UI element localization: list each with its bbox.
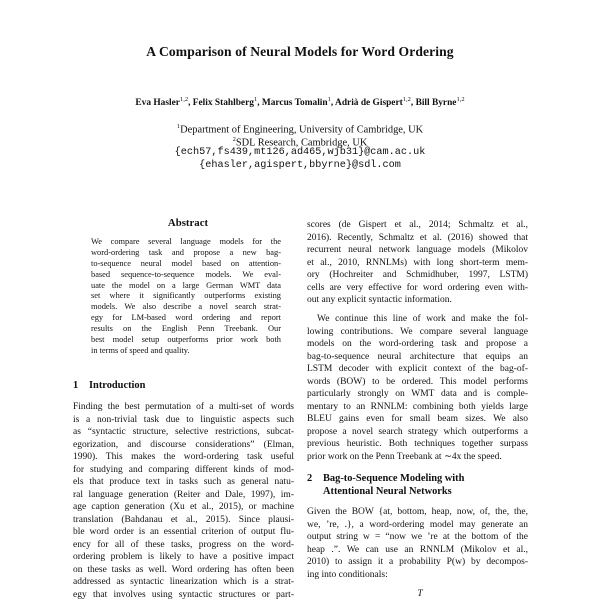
section-1-heading xyxy=(73,379,145,392)
intro-line: ency for all of these tasks, progress on the word- xyxy=(73,539,294,552)
author-name: Marcus Tomalin xyxy=(262,98,328,108)
body-line: Given the BOW {at, bottom, heap, now, of, the, the, xyxy=(307,506,528,519)
author-list: Eva Hasler$^{1,2}$, Felix Stahlberg$^1$, Marcus Tomalin$^1$, Adrià de Gispert$^{1,2}$, Bill Byrne$^{1,2}$ xyxy=(0,96,600,108)
abstract-line: results on the English Penn Treebank. Our xyxy=(91,324,281,335)
email-cambridge: {ech57,fs439,mt126,ad465,wjb31}@cam.ac.uk xyxy=(0,146,600,159)
author-affiliation-mark: 1 xyxy=(254,96,257,103)
email-sdl: {ehasler,agispert,bbyrne}@sdl.com xyxy=(0,159,600,172)
intro-line: egy that involves using syntactic structures or part- xyxy=(73,589,294,601)
intro-line: ral language generation (Reiter and Dale, 1997), im- xyxy=(73,489,294,502)
abstract-line: based sequence-to-sequence models. We eval- xyxy=(91,270,281,281)
author-name: Bill Byrne xyxy=(416,98,457,108)
body-line: lowing contributions. We compare several language xyxy=(307,326,528,339)
body-line: propose a novel search strategy which outperforms a xyxy=(307,426,528,439)
equation-fragment: T xyxy=(410,589,430,599)
body-line: 2010) to assign it a probability P(w) by decompos- xyxy=(307,556,528,569)
intro-line: els that produce text in tasks such as general natu- xyxy=(73,476,294,489)
abstract-line: best model setup outperforms prior work both xyxy=(91,335,281,346)
abstract-heading: Abstract xyxy=(88,217,288,229)
author-affiliation-mark: 1,2 xyxy=(456,96,464,103)
intro-line: is a non-trivial task due to linguistic aspects such xyxy=(73,414,294,427)
intro-line: age caption generation (Xu et al., 2015), or machine xyxy=(73,501,294,514)
author-name: Eva Hasler xyxy=(135,98,180,108)
abstract-line: models. We also describe a novel search strat- xyxy=(91,302,281,313)
body-line: ing into conditionals: xyxy=(307,569,528,582)
affiliation-text: SDL Research, Cambridge, UK xyxy=(236,137,368,148)
section-title: Bag-to-Sequence Modeling with xyxy=(323,473,464,484)
body-line: models on the word-ordering task and propose a xyxy=(307,338,528,351)
body-line: BLEU gains even for small beam sizes. We also xyxy=(307,413,528,426)
body-line: scores (de Gispert et al., 2014; Schmaltz et al., xyxy=(307,219,528,232)
body-line: LSTM decoder with explicit context of the bag-of- xyxy=(307,363,528,376)
body-line: et al., 2010, RNNLMs) with long short-term mem- xyxy=(307,257,528,270)
body-line: words (BOW) to be ordered. This model performs xyxy=(307,376,528,389)
introduction-body xyxy=(73,401,294,601)
body-line: recurrent neural network language models (Mikolov xyxy=(307,244,528,257)
abstract-body xyxy=(91,237,281,357)
abstract-line: set where it significantly outperforms existing xyxy=(91,291,281,302)
section-number: 1 xyxy=(73,379,89,392)
intro-line: 1990). This makes the word-ordering task useful xyxy=(73,451,294,464)
abstract-line: word-ordering task and propose a new bag- xyxy=(91,248,281,259)
author-affiliation-mark: 1 xyxy=(328,96,331,103)
author-affiliation-mark: 1,2 xyxy=(403,96,411,103)
body-line: out any explicit syntactic information. xyxy=(307,294,528,307)
paper-title: A Comparison of Neural Models for Word Ordering xyxy=(0,44,600,60)
intro-line: egorization, and discourse considerations” (Elman, xyxy=(73,439,294,452)
section-2-body xyxy=(307,506,528,581)
body-line: particularly strongly on WMT data and is comple- xyxy=(307,388,528,401)
author-name: Adrià de Gispert xyxy=(335,98,403,108)
body-line: 2016). Recently, Schmaltz et al. (2016) showed that xyxy=(307,232,528,245)
intro-line: as “syntactic structure, selective restrictions, subcat- xyxy=(73,426,294,439)
body-line: We continue this line of work and make the fol- xyxy=(307,313,528,326)
right-column-paragraph-2 xyxy=(307,313,528,463)
abstract-line: uate the model on a large German WMT data xyxy=(91,281,281,292)
intro-line: Finding the best permutation of a multi-set of words xyxy=(73,401,294,414)
body-line: output string w = “now we ’re at the bottom of the xyxy=(307,531,528,544)
abstract-line: We compare several language models for the xyxy=(91,237,281,248)
body-line: cells are very effective for word ordering even with- xyxy=(307,282,528,295)
affiliation-mark: 2 xyxy=(233,136,236,143)
abstract-line: to-sequence neural model based on attention- xyxy=(91,259,281,270)
section-title-continued: Attentional Neural Networks xyxy=(323,486,452,497)
body-line: heap .”. We can use an RNNLM (Mikolov et al., xyxy=(307,544,528,557)
author-affiliation-mark: 1,2 xyxy=(180,96,188,103)
intro-line: translation (Bahdanau et al., 2015). Since plausi- xyxy=(73,514,294,527)
author-name: Felix Stahlberg xyxy=(193,98,254,108)
body-line: bag-to-sequence neural architecture that equips an xyxy=(307,351,528,364)
body-line: we, ’re, .}, a word-ordering model may generate an xyxy=(307,519,528,532)
section-title: Introduction xyxy=(89,380,145,391)
intro-line: ble word order is an essential criterion of output flu- xyxy=(73,526,294,539)
intro-line: for studying and comparing different kinds of mod- xyxy=(73,464,294,477)
body-line: prior work on the Penn Treebank at ∼4x the speed. xyxy=(307,451,528,464)
section-2-heading xyxy=(307,472,464,498)
abstract-line: egy for LM-based word ordering and report xyxy=(91,313,281,324)
intro-line: on these tasks as well. Word ordering has often been xyxy=(73,564,294,577)
body-line: previous heuristic. Both techniques together surpass xyxy=(307,438,528,451)
right-column-paragraph-1 xyxy=(307,219,528,307)
affiliation-mark: 1 xyxy=(177,123,180,130)
section-number: 2 xyxy=(307,472,323,485)
intro-line: ordering problem is likely to have a positive impact xyxy=(73,551,294,564)
body-line: mentary to an RNNLM: combining both yields large xyxy=(307,401,528,414)
intro-line: addressed as syntactic linearization which is a strat- xyxy=(73,576,294,589)
abstract-line: in terms of speed and quality. xyxy=(91,346,281,357)
affiliation-text: Department of Engineering, University of Cambridge, UK xyxy=(180,124,423,135)
body-line: ory (Hochreiter and Schmidhuber, 1997, LSTM) xyxy=(307,269,528,282)
